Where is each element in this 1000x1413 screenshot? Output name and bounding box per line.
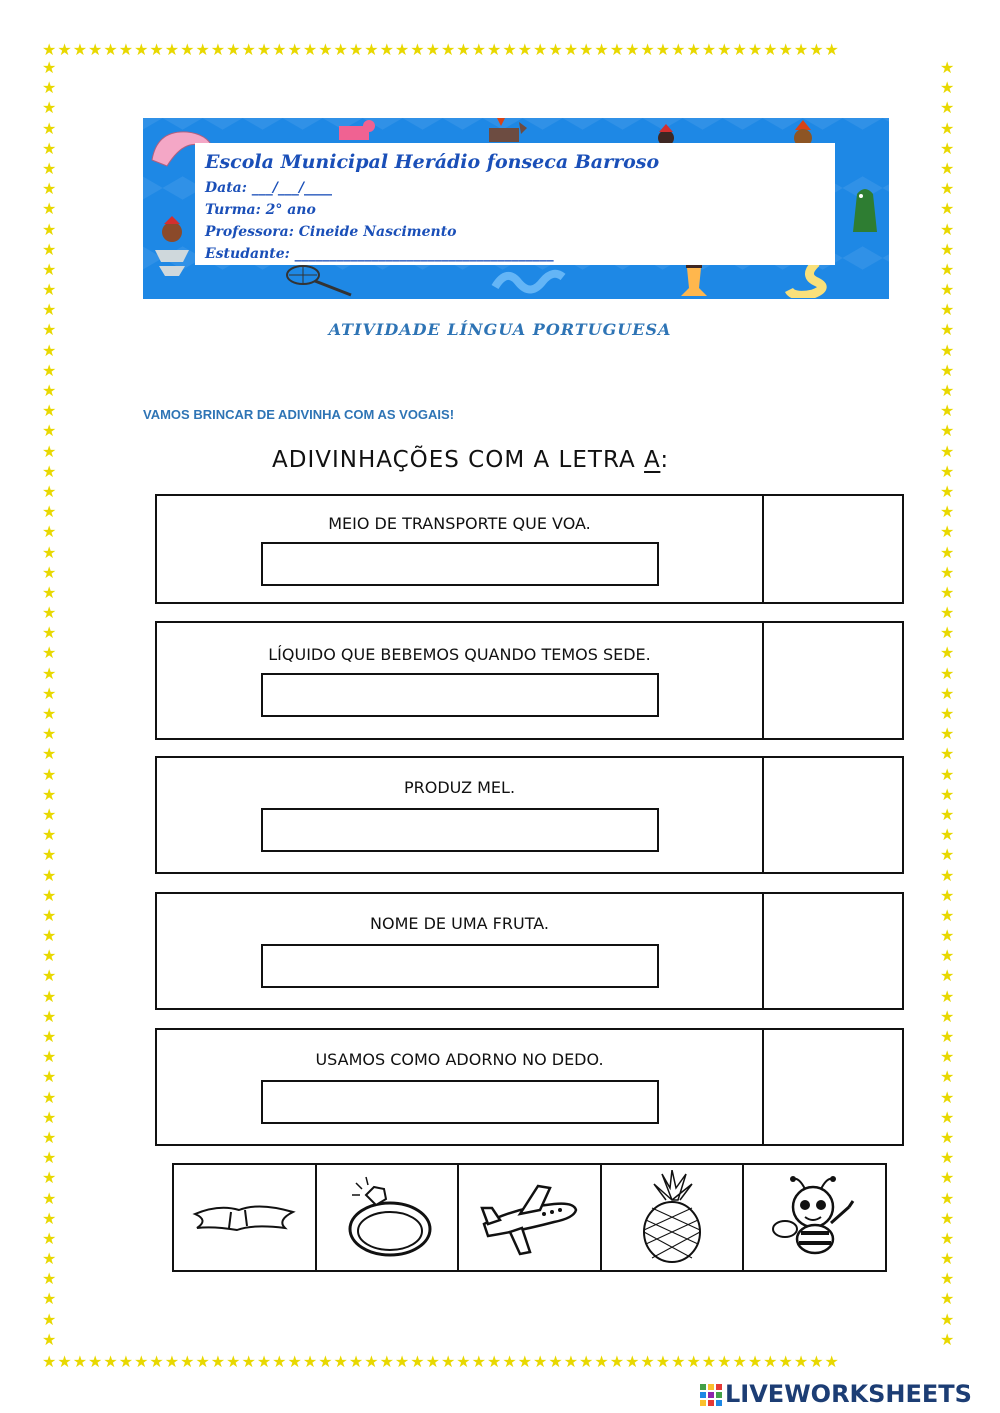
- star-icon: ★: [940, 502, 955, 522]
- star-icon: ★: [940, 683, 955, 703]
- star-icon: ★: [940, 481, 955, 501]
- star-icon: ★: [940, 340, 955, 360]
- picture-card[interactable]: [602, 1165, 745, 1270]
- star-icon: ★: [940, 300, 955, 320]
- star-icon: ★: [940, 461, 955, 481]
- star-icon: ★: [42, 1107, 57, 1127]
- riddle-row: [155, 756, 904, 874]
- star-icon: ★: [42, 704, 57, 723]
- star-border-left: [42, 60, 58, 1352]
- star-icon: ★: [42, 562, 57, 582]
- drop-zone[interactable]: [764, 894, 902, 1008]
- star-icon: ★: [940, 865, 955, 885]
- riddle-question: MEIO DE TRANSPORTE QUE VOA.: [328, 514, 591, 533]
- star-icon: ★: [42, 1027, 57, 1046]
- water-puddle-icon: [189, 1198, 299, 1238]
- star-icon: ★: [940, 259, 955, 279]
- riddle-title-letter: A: [644, 447, 661, 473]
- drop-zone[interactable]: [764, 1030, 902, 1144]
- liveworksheets-logo-mark-icon: [700, 1384, 722, 1406]
- school-name: Escola Municipal Herádio fonseca Barroso: [205, 151, 660, 173]
- drop-zone[interactable]: [764, 496, 902, 602]
- instruction-text: VAMOS BRINCAR DE ADIVINHA COM AS VOGAIS!: [143, 407, 455, 422]
- star-icon: ★: [940, 239, 955, 259]
- star-icon: ★: [42, 885, 57, 905]
- star-icon: ★: [940, 966, 955, 986]
- star-icon: ★: [940, 138, 955, 158]
- star-icon: ★: [940, 704, 955, 723]
- star-icon: ★: [42, 865, 57, 885]
- star-border-bottom: ★★★★★★★★★★★★★★★★★★★★★★★★★★★★★★★★★★★★★★★★★★★★★★★★★★★★: [42, 1352, 840, 1371]
- star-icon: ★: [940, 1249, 955, 1269]
- net-icon: [285, 263, 355, 297]
- star-icon: ★: [940, 582, 955, 602]
- star-icon: ★: [940, 1168, 955, 1188]
- star-icon: ★: [42, 1309, 57, 1329]
- riddle-title-suffix: :: [660, 447, 670, 473]
- header-card: [195, 143, 835, 265]
- riddle-title: [272, 447, 669, 473]
- riddle-question: PRODUZ MEL.: [403, 778, 516, 797]
- star-icon: ★: [42, 138, 57, 158]
- riddle-question: LÍQUIDO QUE BEBEMOS QUANDO TEMOS SEDE.: [268, 645, 651, 664]
- star-icon: ★: [42, 199, 57, 219]
- star-icon: ★: [42, 381, 57, 400]
- star-icon: ★: [940, 98, 955, 118]
- star-icon: ★: [42, 663, 57, 683]
- answer-box[interactable]: [261, 944, 659, 988]
- star-icon: ★: [940, 926, 955, 946]
- star-icon: ★: [42, 926, 57, 946]
- star-icon: ★: [42, 1067, 57, 1087]
- star-icon: ★: [940, 441, 955, 461]
- star-icon: ★: [940, 158, 955, 178]
- star-icon: ★: [940, 1087, 955, 1107]
- riddle-title-prefix: ADIVINHAÇÕES COM A LETRA: [272, 447, 645, 473]
- star-icon: ★: [940, 320, 955, 340]
- star-icon: ★: [940, 1127, 955, 1147]
- star-icon: ★: [42, 502, 57, 522]
- star-icon: ★: [940, 986, 955, 1006]
- star-icon: ★: [940, 542, 955, 562]
- star-icon: ★: [42, 1249, 57, 1269]
- star-icon: ★: [940, 1289, 955, 1309]
- star-border-right: [940, 60, 956, 1352]
- riddle-row: [155, 494, 904, 604]
- answer-box[interactable]: [261, 808, 659, 852]
- star-icon: ★: [42, 825, 57, 845]
- star-icon: ★: [940, 401, 955, 421]
- star-icon: ★: [940, 562, 955, 582]
- star-icon: ★: [940, 845, 955, 865]
- star-icon: ★: [42, 986, 57, 1006]
- star-icon: ★: [42, 683, 57, 703]
- bee-icon: [765, 1173, 865, 1263]
- star-icon: ★: [42, 1208, 57, 1228]
- star-icon: ★: [940, 946, 955, 966]
- riddle-row: [155, 621, 904, 740]
- star-icon: ★: [940, 522, 955, 542]
- star-icon: ★: [42, 179, 57, 199]
- drop-zone[interactable]: [764, 623, 902, 738]
- star-icon: ★: [42, 582, 57, 602]
- star-icon: ★: [940, 825, 955, 845]
- picture-strip: [172, 1163, 887, 1272]
- star-icon: ★: [42, 98, 57, 118]
- star-icon: ★: [42, 1329, 57, 1349]
- star-icon: ★: [940, 804, 955, 824]
- star-icon: ★: [940, 905, 955, 925]
- picture-card[interactable]: [174, 1165, 317, 1270]
- star-icon: ★: [42, 1006, 57, 1026]
- star-icon: ★: [42, 966, 57, 986]
- liveworksheets-logo: [700, 1380, 972, 1408]
- star-icon: ★: [940, 1047, 955, 1067]
- star-border-top: ★★★★★★★★★★★★★★★★★★★★★★★★★★★★★★★★★★★★★★★★★★★★★★★★★★★★: [42, 40, 840, 59]
- picture-card[interactable]: [317, 1165, 460, 1270]
- riddle-question: NOME DE UMA FRUTA.: [370, 914, 549, 933]
- star-icon: ★: [940, 1329, 955, 1349]
- star-icon: ★: [940, 219, 955, 239]
- star-icon: ★: [42, 1087, 57, 1107]
- snake-icon: [491, 263, 567, 297]
- answer-box[interactable]: [261, 673, 659, 717]
- star-icon: ★: [42, 542, 57, 562]
- star-icon: ★: [940, 1006, 955, 1026]
- star-icon: ★: [42, 1269, 57, 1289]
- star-icon: ★: [42, 421, 57, 441]
- class-line: Turma: 2° ano: [205, 202, 316, 218]
- star-icon: ★: [940, 118, 955, 138]
- star-icon: ★: [42, 905, 57, 925]
- star-icon: ★: [42, 401, 57, 421]
- ring-icon: [332, 1173, 442, 1263]
- teacher-line: Professora: Cineide Nascimento: [205, 224, 457, 240]
- answer-box[interactable]: [261, 542, 659, 586]
- star-icon: ★: [42, 239, 57, 259]
- star-icon: ★: [42, 320, 57, 340]
- star-icon: ★: [42, 360, 57, 380]
- star-icon: ★: [940, 744, 955, 764]
- star-icon: ★: [42, 522, 57, 542]
- star-icon: ★: [940, 1067, 955, 1087]
- star-icon: ★: [42, 724, 57, 744]
- riddle-question: USAMOS COMO ADORNO NO DEDO.: [315, 1050, 604, 1069]
- star-icon: ★: [42, 118, 57, 138]
- star-icon: ★: [42, 845, 57, 865]
- star-icon: ★: [940, 603, 955, 623]
- star-icon: ★: [42, 784, 57, 804]
- star-icon: ★: [940, 1269, 955, 1289]
- star-icon: ★: [42, 78, 57, 98]
- star-icon: ★: [42, 259, 57, 279]
- star-icon: ★: [940, 1208, 955, 1228]
- tornado-girl-icon: [149, 216, 195, 286]
- star-icon: ★: [42, 441, 57, 461]
- star-icon: ★: [42, 744, 57, 764]
- header-banner: [143, 118, 889, 299]
- star-icon: ★: [940, 1188, 955, 1208]
- star-icon: ★: [42, 1148, 57, 1168]
- star-icon: ★: [940, 784, 955, 804]
- drop-zone[interactable]: [764, 758, 902, 872]
- star-icon: ★: [940, 381, 955, 400]
- alligator-icon: [843, 184, 887, 234]
- star-icon: ★: [42, 623, 57, 643]
- star-icon: ★: [940, 199, 955, 219]
- star-icon: ★: [940, 643, 955, 663]
- riddle-row: [155, 892, 904, 1010]
- star-icon: ★: [42, 219, 57, 239]
- star-icon: ★: [940, 1107, 955, 1127]
- star-icon: ★: [940, 421, 955, 441]
- star-icon: ★: [940, 724, 955, 744]
- star-icon: ★: [940, 1027, 955, 1046]
- star-icon: ★: [42, 1047, 57, 1067]
- star-icon: ★: [940, 78, 955, 98]
- star-icon: ★: [42, 1168, 57, 1188]
- star-icon: ★: [42, 300, 57, 320]
- pineapple-icon: [632, 1170, 712, 1265]
- star-icon: ★: [940, 764, 955, 784]
- date-line: Data: ___/___/____: [205, 180, 333, 196]
- star-icon: ★: [940, 1148, 955, 1168]
- star-icon: ★: [42, 481, 57, 501]
- star-icon: ★: [42, 461, 57, 481]
- star-icon: ★: [42, 946, 57, 966]
- star-icon: ★: [42, 1289, 57, 1309]
- star-icon: ★: [42, 1228, 57, 1248]
- star-icon: ★: [940, 885, 955, 905]
- star-icon: ★: [42, 1127, 57, 1147]
- picture-card[interactable]: [459, 1165, 602, 1270]
- liveworksheets-brand: LIVEWORKSHEETS: [725, 1380, 972, 1408]
- star-icon: ★: [42, 158, 57, 178]
- star-icon: ★: [42, 58, 57, 77]
- star-icon: ★: [42, 603, 57, 623]
- star-icon: ★: [940, 663, 955, 683]
- star-icon: ★: [42, 764, 57, 784]
- star-icon: ★: [42, 643, 57, 663]
- star-icon: ★: [940, 1309, 955, 1329]
- star-icon: ★: [42, 340, 57, 360]
- student-line: Estudante: _____________________________________: [205, 246, 554, 262]
- header-text: [205, 151, 659, 265]
- star-icon: ★: [940, 360, 955, 380]
- star-icon: ★: [940, 1228, 955, 1248]
- star-icon: ★: [940, 623, 955, 643]
- activity-subtitle: ATIVIDADE LÍNGUA PORTUGUESA: [328, 320, 672, 339]
- star-icon: ★: [940, 179, 955, 199]
- picture-card[interactable]: [744, 1165, 885, 1270]
- riddle-row: [155, 1028, 904, 1146]
- star-icon: ★: [940, 280, 955, 300]
- airplane-icon: [474, 1178, 584, 1258]
- star-icon: ★: [42, 804, 57, 824]
- star-icon: ★: [940, 58, 955, 77]
- star-icon: ★: [42, 280, 57, 300]
- answer-box[interactable]: [261, 1080, 659, 1124]
- star-icon: ★: [42, 1188, 57, 1208]
